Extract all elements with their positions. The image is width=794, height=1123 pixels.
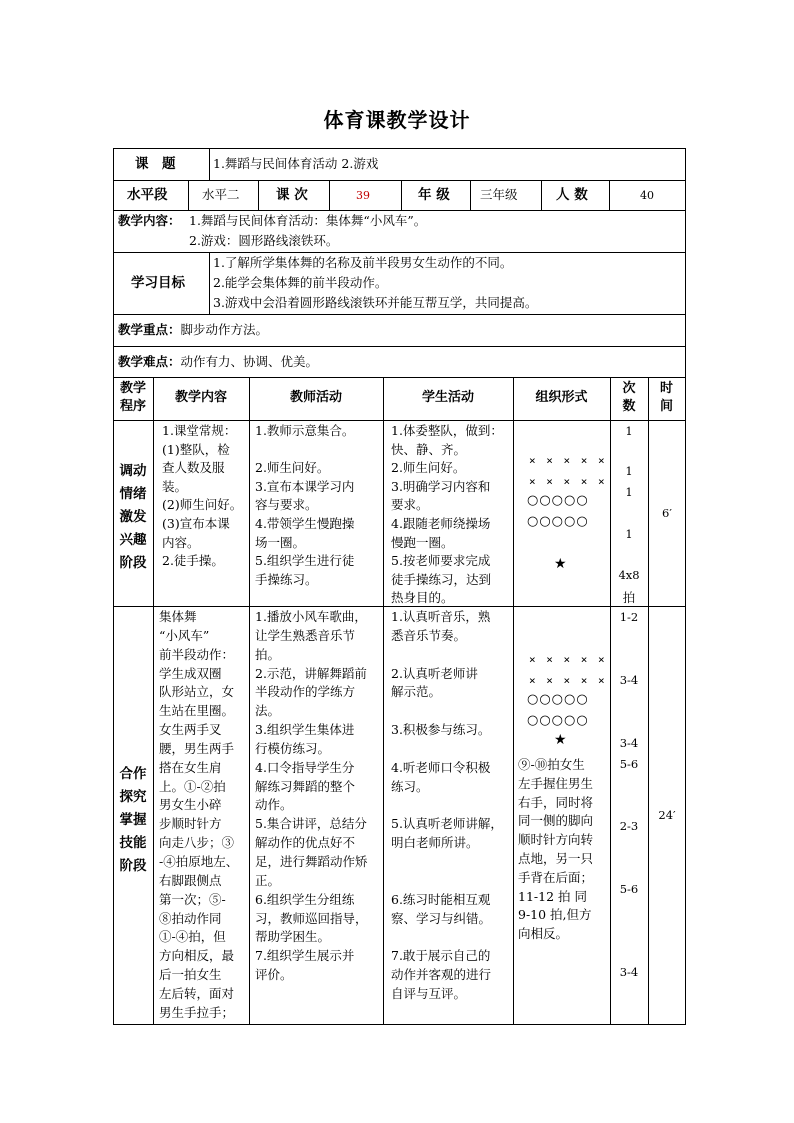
header-content: 教学内容	[174, 390, 227, 405]
teacher-star-icon: ★	[554, 732, 567, 748]
stage1-count: 4x8	[618, 568, 640, 582]
header-student: 学生活动	[421, 390, 474, 405]
stage2-time: 24′	[658, 808, 676, 822]
grade-label: 年 级	[418, 187, 450, 203]
stage2-count: 3-4	[619, 673, 639, 687]
header-times: 次 数	[622, 381, 636, 414]
difficulty-point: 教学难点：动作有力、协调、优美。	[118, 354, 319, 369]
level-value: 水平二	[202, 187, 240, 202]
lesson-label: 课 次	[276, 187, 308, 203]
stage1-count: 1	[625, 464, 633, 478]
goal-1: 1.了解所学集体舞的名称及前半段男女生动作的不同。	[213, 255, 513, 270]
stage2-count: 5-6	[619, 757, 639, 771]
grade-value: 三年级	[480, 187, 518, 202]
stage1-time: 6′	[662, 506, 672, 520]
stage1-count: 拍	[622, 590, 636, 605]
header-teacher: 教师活动	[289, 390, 342, 405]
stage1-formation-row3: ○○○○○	[527, 493, 589, 508]
count-label: 人 数	[556, 187, 588, 203]
header-duration: 时 间	[659, 381, 673, 414]
stage2-formation-row4: ○○○○○	[527, 713, 589, 728]
stage1-count: 1	[625, 485, 633, 499]
stage1-name: 调动 情绪 激发 兴趣 阶段	[119, 463, 147, 571]
page-title: 体育课教学设计	[323, 108, 471, 132]
stage1-formation-row1: × × × × ×	[529, 454, 607, 467]
stage1-content: 1.课堂常规： (1)整队，检 查人数及服 装。 (2)师生问好。 (3)宣布本课 内容。 2.徒手操。	[162, 423, 243, 569]
content-line-2: 2.游戏：圆形路线滚铁环。	[189, 233, 339, 248]
stage2-student: 1.认真听音乐，熟 悉音乐节奏。 2.认真听老师讲 解示范。 3.积极参与练习。 4.听老师口令积极 练习。 5.认真听老师讲解， 明白老师所讲。 6.练习时能相互观 察、学习与纠错。 7.敢于展示自己的 动作并客观的进行 自评与互评。	[391, 609, 503, 1001]
course-label: 课 题	[135, 156, 176, 172]
content-line-1: 1.舞蹈与民间体育活动：集体舞“小风车”。	[189, 213, 427, 228]
course-value: 1.舞蹈与民间体育活动 2.游戏	[213, 156, 379, 171]
content-label: 教学内容：	[118, 213, 181, 228]
stage2-count: 3-4	[619, 736, 639, 750]
stage2-content: 集体舞 “小风车” 前半段动作： 学生成双圈 队形站立，女 生站在里圈。 女生两手叉 腰，男生两手 搭在女生肩 上。①-②拍 男女生小碎 步顺时针方 向走八步；③ -④拍原地左、 右脚跟侧点 第一次；⑤- ⑧拍动作同 ①-④拍，但 方向相反，最 后一拍女生 左后转，面对 男生手拉手；	[159, 609, 239, 1020]
goal-3: 3.游戏中会沿着圆形路线滚铁环并能互帮互学，共同提高。	[213, 295, 538, 310]
stage2-count: 3-4	[619, 965, 639, 979]
goal-label: 学习目标	[131, 275, 185, 291]
header-procedure: 教学 程序	[119, 381, 146, 414]
stage1-student: 1.体委整队，做到： 快、静、齐。 2.师生问好。 3.明确学习内容和 要求。 4.跟随老师绕操场 慢跑一圈。 5.按老师要求完成 徒手操练习，达到 热身目的。	[391, 423, 503, 606]
stage1-count: 1	[625, 527, 633, 541]
header-organization: 组织形式	[535, 390, 588, 405]
lesson-value: 39	[356, 189, 370, 202]
stage2-formation-text: ⑨-⑩拍女生 左手握住男生 右手，同时将 同一侧的脚向 顺时针方向转 点地，另一只 手背在后面； 11-12 拍 同 9-10 拍,但方 向相反。	[518, 757, 594, 942]
count-value: 40	[640, 189, 654, 202]
key-point: 教学重点：脚步动作方法。	[118, 322, 269, 337]
stage2-count: 1-2	[619, 610, 639, 624]
level-label: 水平段	[127, 187, 168, 203]
goal-2: 2.能学会集体舞的前半段动作。	[213, 275, 388, 290]
lesson-plan-table	[113, 148, 686, 1025]
stage2-formation-row3: ○○○○○	[527, 692, 589, 707]
stage1-teacher: 1.教师示意集合。 2.师生问好。 3.宣布本课学习内 容与要求。 4.带领学生慢跑操 场一圈。 5.组织学生进行徒 手操练习。	[255, 423, 355, 587]
stage1-formation-row4: ○○○○○	[527, 514, 589, 529]
stage2-formation-row1: × × × × ×	[529, 653, 607, 666]
stage1-formation-row2: × × × × ×	[529, 475, 607, 488]
stage2-teacher: 1.播放小风车歌曲， 让学生熟悉音乐节 拍。 2.示范，讲解舞蹈前 半段动作的学练方 法。 3.组织学生集体进 行模仿练习。 4.口令指导学生分 解练习舞蹈的整个 动作。 5.集合讲评，总结分 解动作的优点好不 足，进行舞蹈动作矫 正。 6.组织学生分组练 习，教师巡回指导， 帮助学困生。 7.组织学生展示并 评价。	[255, 609, 368, 983]
stage2-count: 2-3	[619, 819, 639, 833]
stage2-name: 合作 探究 掌握 技能 阶段	[119, 766, 147, 874]
teacher-star-icon: ★	[554, 556, 567, 572]
stage1-count: 1	[625, 424, 633, 438]
stage2-count: 5-6	[619, 882, 639, 896]
stage2-formation-row2: × × × × ×	[529, 674, 607, 687]
